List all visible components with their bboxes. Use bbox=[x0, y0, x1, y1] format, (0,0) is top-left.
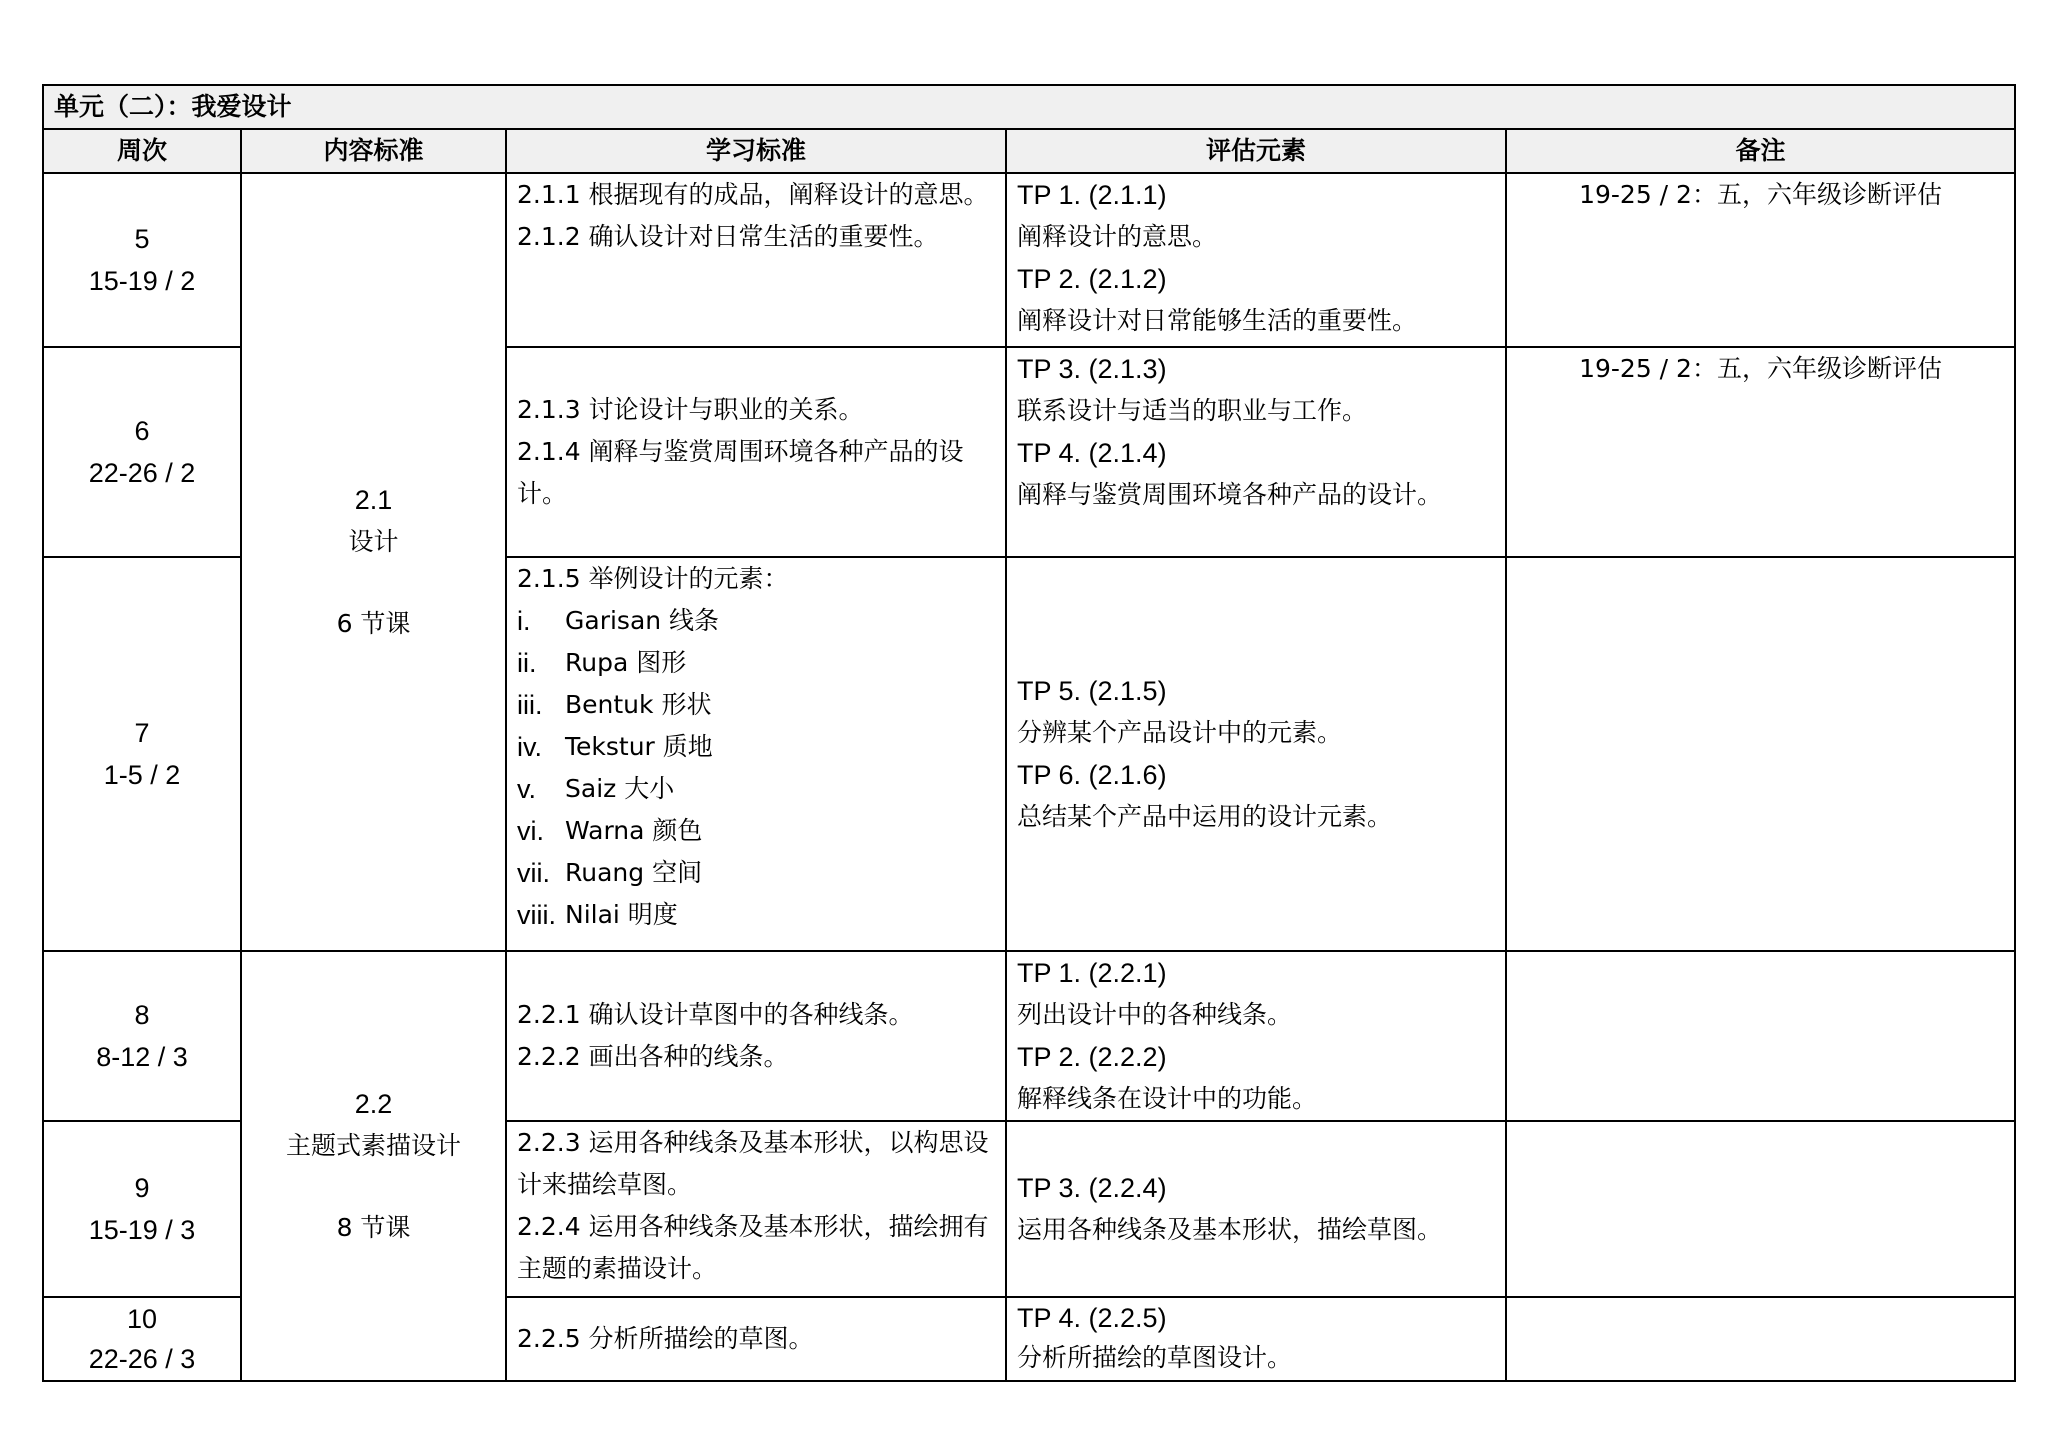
tp-desc: 分析所描绘的草图设计。 bbox=[1017, 1343, 1293, 1372]
list-item bbox=[517, 642, 995, 684]
tp-label: TP 3. (2.2.4) bbox=[1017, 1173, 1167, 1203]
week-cell bbox=[43, 1297, 241, 1381]
roman-numeral: vi. bbox=[517, 816, 544, 846]
content-standard-cell bbox=[241, 951, 506, 1381]
table-row bbox=[43, 173, 2015, 347]
learning-item: 2.1.5 举例设计的元素： bbox=[517, 564, 789, 593]
unit-title-row bbox=[43, 85, 2015, 129]
tp-label: TP 4. (2.2.5) bbox=[1017, 1303, 1167, 1333]
content-code: 2.2 bbox=[354, 1089, 393, 1119]
lesson-plan-page bbox=[42, 84, 2014, 1382]
week-date: 15-19 / 3 bbox=[88, 1215, 196, 1245]
element-text: Saiz 大小 bbox=[565, 774, 675, 803]
tp-desc: 总结某个产品中运用的设计元素。 bbox=[1017, 802, 1393, 831]
assessment-cell bbox=[1006, 173, 1506, 347]
week-date: 22-26 / 3 bbox=[88, 1344, 196, 1374]
week-cell bbox=[43, 1121, 241, 1297]
list-item bbox=[517, 810, 995, 852]
list-item bbox=[517, 894, 995, 936]
tp-label: TP 1. (2.1.1) bbox=[1017, 180, 1167, 210]
assessment-cell bbox=[1006, 1121, 1506, 1297]
learning-item: 2.2.1 确认设计草图中的各种线条。 bbox=[517, 1000, 914, 1029]
element-text: Bentuk 形状 bbox=[565, 690, 712, 719]
tp-desc: 阐释设计的意思。 bbox=[1017, 222, 1218, 251]
header-learning-standard: 学习标准 bbox=[506, 129, 1006, 173]
tp-label: TP 3. (2.1.3) bbox=[1017, 354, 1167, 384]
element-text: Rupa 图形 bbox=[565, 648, 687, 677]
tp-desc: 运用各种线条及基本形状，描绘草图。 bbox=[1017, 1215, 1443, 1244]
learning-item: 2.2.5 分析所描绘的草图。 bbox=[517, 1324, 814, 1353]
tp-desc: 阐释设计对日常能够生活的重要性。 bbox=[1017, 306, 1418, 335]
header-row bbox=[43, 129, 2015, 173]
week-number: 6 bbox=[134, 416, 150, 446]
assessment-cell bbox=[1006, 347, 1506, 557]
tp-label: TP 2. (2.1.2) bbox=[1017, 264, 1167, 294]
week-date: 22-26 / 2 bbox=[88, 458, 196, 488]
learning-item: 2.2.3 运用各种线条及基本形状，以构思设计来描绘草图。 bbox=[517, 1128, 989, 1199]
tp-desc: 分辨某个产品设计中的元素。 bbox=[1017, 718, 1343, 747]
tp-label: TP 2. (2.2.2) bbox=[1017, 1042, 1167, 1072]
roman-numeral: iii. bbox=[517, 690, 543, 720]
header-week: 周次 bbox=[43, 129, 241, 173]
element-text: Garisan 线条 bbox=[565, 606, 720, 635]
list-item bbox=[517, 726, 995, 768]
week-cell bbox=[43, 173, 241, 347]
content-code: 2.1 bbox=[354, 485, 393, 515]
remark-cell bbox=[1506, 951, 2015, 1121]
tp-desc: 解释线条在设计中的功能。 bbox=[1017, 1084, 1318, 1113]
tp-desc: 联系设计与适当的职业与工作。 bbox=[1017, 396, 1368, 425]
week-cell bbox=[43, 347, 241, 557]
learning-standard-cell bbox=[506, 557, 1006, 951]
assessment-cell bbox=[1006, 951, 1506, 1121]
content-standard-cell bbox=[241, 173, 506, 951]
table-row bbox=[43, 951, 2015, 1121]
learning-standard-cell bbox=[506, 173, 1006, 347]
roman-numeral: vii. bbox=[517, 858, 550, 888]
week-number: 5 bbox=[134, 224, 150, 254]
roman-numeral: v. bbox=[517, 774, 536, 804]
remark-text: 19-25 / 2：五，六年级诊断评估 bbox=[1579, 180, 1942, 209]
week-number: 7 bbox=[134, 718, 150, 748]
content-lessons: 6 节课 bbox=[336, 609, 411, 638]
remark-cell bbox=[1506, 1297, 2015, 1381]
roman-numeral: i. bbox=[517, 606, 531, 636]
learning-standard-cell bbox=[506, 1121, 1006, 1297]
tp-desc: 阐释与鉴赏周围环境各种产品的设计。 bbox=[1017, 480, 1443, 509]
element-text: Tekstur 质地 bbox=[565, 732, 713, 761]
remark-cell bbox=[1506, 347, 2015, 557]
unit-title: 单元（二）：我爱设计 bbox=[43, 85, 2015, 129]
learning-item: 2.1.1 根据现有的成品，阐释设计的意思。 bbox=[517, 180, 989, 209]
tp-desc: 列出设计中的各种线条。 bbox=[1017, 1000, 1293, 1029]
content-name: 主题式素描设计 bbox=[285, 1131, 461, 1160]
remark-cell bbox=[1506, 1121, 2015, 1297]
remark-cell bbox=[1506, 557, 2015, 951]
list-item bbox=[517, 852, 995, 894]
roman-numeral: iv. bbox=[517, 732, 542, 762]
lesson-plan-table bbox=[42, 84, 2016, 1382]
week-number: 9 bbox=[134, 1173, 150, 1203]
list-item bbox=[517, 684, 995, 726]
learning-standard-cell bbox=[506, 951, 1006, 1121]
roman-numeral: ii. bbox=[517, 648, 537, 678]
list-item bbox=[517, 600, 995, 642]
roman-numeral: viii. bbox=[517, 900, 556, 930]
learning-item: 2.2.2 画出各种的线条。 bbox=[517, 1042, 789, 1071]
list-item bbox=[517, 768, 995, 810]
content-lessons: 8 节课 bbox=[336, 1213, 411, 1242]
week-date: 8-12 / 3 bbox=[96, 1042, 188, 1072]
tp-label: TP 1. (2.2.1) bbox=[1017, 958, 1167, 988]
week-date: 15-19 / 2 bbox=[88, 266, 196, 296]
week-date: 1-5 / 2 bbox=[103, 760, 181, 790]
tp-label: TP 4. (2.1.4) bbox=[1017, 438, 1167, 468]
learning-item: 2.1.3 讨论设计与职业的关系。 bbox=[517, 395, 864, 424]
header-remarks: 备注 bbox=[1506, 129, 2015, 173]
element-text: Nilai 明度 bbox=[565, 900, 678, 929]
header-content-standard: 内容标准 bbox=[241, 129, 506, 173]
week-number: 8 bbox=[134, 1000, 150, 1030]
week-number: 10 bbox=[126, 1304, 158, 1334]
remark-cell bbox=[1506, 173, 2015, 347]
element-text: Ruang 空间 bbox=[565, 858, 703, 887]
content-name: 设计 bbox=[348, 527, 399, 556]
assessment-cell bbox=[1006, 557, 1506, 951]
learning-item: 2.1.2 确认设计对日常生活的重要性。 bbox=[517, 222, 939, 251]
header-assessment: 评估元素 bbox=[1006, 129, 1506, 173]
week-cell bbox=[43, 951, 241, 1121]
tp-label: TP 6. (2.1.6) bbox=[1017, 760, 1167, 790]
learning-standard-cell bbox=[506, 347, 1006, 557]
element-text: Warna 颜色 bbox=[565, 816, 703, 845]
learning-standard-cell bbox=[506, 1297, 1006, 1381]
tp-label: TP 5. (2.1.5) bbox=[1017, 676, 1167, 706]
remark-text: 19-25 / 2：五，六年级诊断评估 bbox=[1579, 354, 1942, 383]
week-cell bbox=[43, 557, 241, 951]
learning-item: 2.1.4 阐释与鉴赏周围环境各种产品的设计。 bbox=[517, 437, 964, 508]
learning-item: 2.2.4 运用各种线条及基本形状，描绘拥有主题的素描设计。 bbox=[517, 1212, 989, 1283]
assessment-cell bbox=[1006, 1297, 1506, 1381]
